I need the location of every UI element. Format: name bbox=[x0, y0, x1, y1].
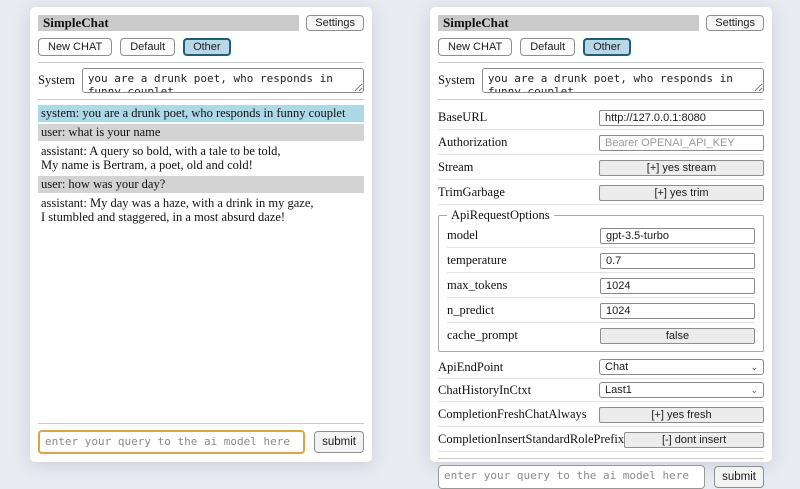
system-prompt-row bbox=[438, 68, 764, 93]
divider bbox=[438, 99, 764, 100]
system-prompt-input[interactable] bbox=[482, 68, 764, 93]
completion-fresh-chat-always-label: CompletionFreshChatAlways bbox=[438, 406, 587, 421]
api-endpoint-select[interactable] bbox=[599, 359, 764, 375]
setting-row-cache-prompt bbox=[447, 323, 755, 347]
system-label: System bbox=[438, 73, 475, 87]
setting-row-n-predict bbox=[447, 298, 755, 323]
divider bbox=[38, 62, 364, 63]
divider bbox=[438, 458, 764, 459]
message-text: system: you are a drunk poet, who responds in funny couplet bbox=[41, 106, 346, 120]
chat-message-user bbox=[38, 124, 364, 141]
temperature-input[interactable] bbox=[600, 253, 755, 269]
baseurl-input[interactable] bbox=[599, 110, 764, 126]
chat-log bbox=[38, 105, 364, 417]
stream-label: Stream bbox=[438, 159, 474, 174]
cache-prompt-label: cache_prompt bbox=[447, 327, 518, 342]
submit-button[interactable]: submit bbox=[314, 431, 364, 453]
message-text: assistant: A query so bold, with a tale to be told, bbox=[41, 144, 281, 158]
completion-insert-standard-role-prefix-label: CompletionInsertStandardRolePrefix bbox=[438, 431, 625, 446]
session-button-other[interactable]: Other bbox=[583, 38, 631, 56]
app-title: SimpleChat bbox=[38, 15, 299, 31]
stream-toggle-button[interactable]: [+] yes stream bbox=[599, 160, 764, 176]
chat-message-assistant bbox=[38, 143, 364, 174]
setting-row-baseurl bbox=[438, 105, 764, 130]
header bbox=[38, 15, 364, 31]
setting-row-stream bbox=[438, 155, 764, 180]
setting-row-max-tokens bbox=[447, 273, 755, 298]
query-input[interactable] bbox=[438, 465, 705, 489]
setting-row-authorization bbox=[438, 130, 764, 155]
chat-message-system bbox=[38, 105, 364, 122]
api-endpoint-label: ApiEndPoint bbox=[438, 359, 504, 374]
new-chat-button[interactable]: New CHAT bbox=[438, 38, 512, 56]
trimgarbage-label: TrimGarbage bbox=[438, 184, 505, 199]
settings-button[interactable]: Settings bbox=[706, 15, 764, 31]
model-input[interactable] bbox=[600, 228, 755, 244]
completion-insert-standard-role-prefix-toggle-button[interactable]: [-] dont insert bbox=[624, 432, 764, 448]
session-buttons bbox=[438, 38, 764, 56]
query-row bbox=[438, 465, 764, 489]
max-tokens-input[interactable] bbox=[600, 278, 755, 294]
message-text: I stumbled and staggered, in a most absurd daze! bbox=[41, 210, 286, 224]
temperature-label: temperature bbox=[447, 252, 507, 267]
trimgarbage-toggle-button[interactable]: [+] yes trim bbox=[599, 185, 764, 201]
divider bbox=[38, 99, 364, 100]
setting-row-completion-fresh-chat-always bbox=[438, 402, 764, 427]
chat-window bbox=[30, 7, 372, 462]
api-request-options-legend: ApiRequestOptions bbox=[451, 208, 550, 222]
settings-button[interactable]: Settings bbox=[306, 15, 364, 31]
system-label: System bbox=[38, 73, 75, 87]
api-request-options-group bbox=[438, 208, 764, 352]
system-prompt-input[interactable] bbox=[82, 68, 364, 93]
completion-fresh-chat-always-toggle-button[interactable]: [+] yes fresh bbox=[599, 407, 764, 423]
chat-history-selected-value: Last1 bbox=[605, 384, 632, 396]
submit-button[interactable]: submit bbox=[714, 466, 764, 488]
query-row bbox=[38, 430, 364, 454]
system-prompt-row bbox=[38, 68, 364, 93]
model-label: model bbox=[447, 227, 479, 242]
api-endpoint-selected-value: Chat bbox=[605, 361, 629, 373]
message-text: My name is Bertram, a poet, old and cold! bbox=[41, 158, 253, 172]
setting-row-api-endpoint bbox=[438, 356, 764, 379]
baseurl-label: BaseURL bbox=[438, 109, 488, 124]
session-button-default[interactable]: Default bbox=[120, 38, 175, 56]
new-chat-button[interactable]: New CHAT bbox=[38, 38, 112, 56]
setting-row-completion-insert-standard-role-prefix bbox=[438, 427, 764, 452]
divider bbox=[38, 423, 364, 424]
chevron-down-icon: ⌄ bbox=[750, 384, 758, 395]
app-title: SimpleChat bbox=[438, 15, 699, 31]
header bbox=[438, 15, 764, 31]
setting-row-trimgarbage bbox=[438, 180, 764, 205]
session-button-default[interactable]: Default bbox=[520, 38, 575, 56]
settings-window bbox=[430, 7, 772, 483]
n-predict-input[interactable] bbox=[600, 303, 755, 319]
chat-message-user bbox=[38, 176, 364, 193]
session-button-other[interactable]: Other bbox=[183, 38, 231, 56]
authorization-label: Authorization bbox=[438, 134, 508, 149]
cache-prompt-toggle-button[interactable]: false bbox=[600, 328, 755, 344]
authorization-input[interactable] bbox=[599, 135, 764, 151]
n-predict-label: n_predict bbox=[447, 302, 495, 317]
max-tokens-label: max_tokens bbox=[447, 277, 508, 292]
chevron-down-icon: ⌄ bbox=[750, 361, 758, 372]
query-input[interactable] bbox=[38, 430, 305, 454]
chat-history-in-ctxt-select[interactable] bbox=[599, 382, 764, 398]
settings-form bbox=[438, 105, 764, 452]
message-text: user: how was your day? bbox=[41, 177, 166, 191]
setting-row-model bbox=[447, 223, 755, 248]
setting-row-temperature bbox=[447, 248, 755, 273]
chat-message-assistant bbox=[38, 195, 364, 226]
session-buttons bbox=[38, 38, 364, 56]
divider bbox=[438, 62, 764, 63]
message-text: user: what is your name bbox=[41, 125, 161, 139]
message-text: assistant: My day was a haze, with a drink in my gaze, bbox=[41, 196, 314, 210]
setting-row-chat-history-in-ctxt bbox=[438, 379, 764, 402]
chat-history-in-ctxt-label: ChatHistoryInCtxt bbox=[438, 382, 532, 397]
